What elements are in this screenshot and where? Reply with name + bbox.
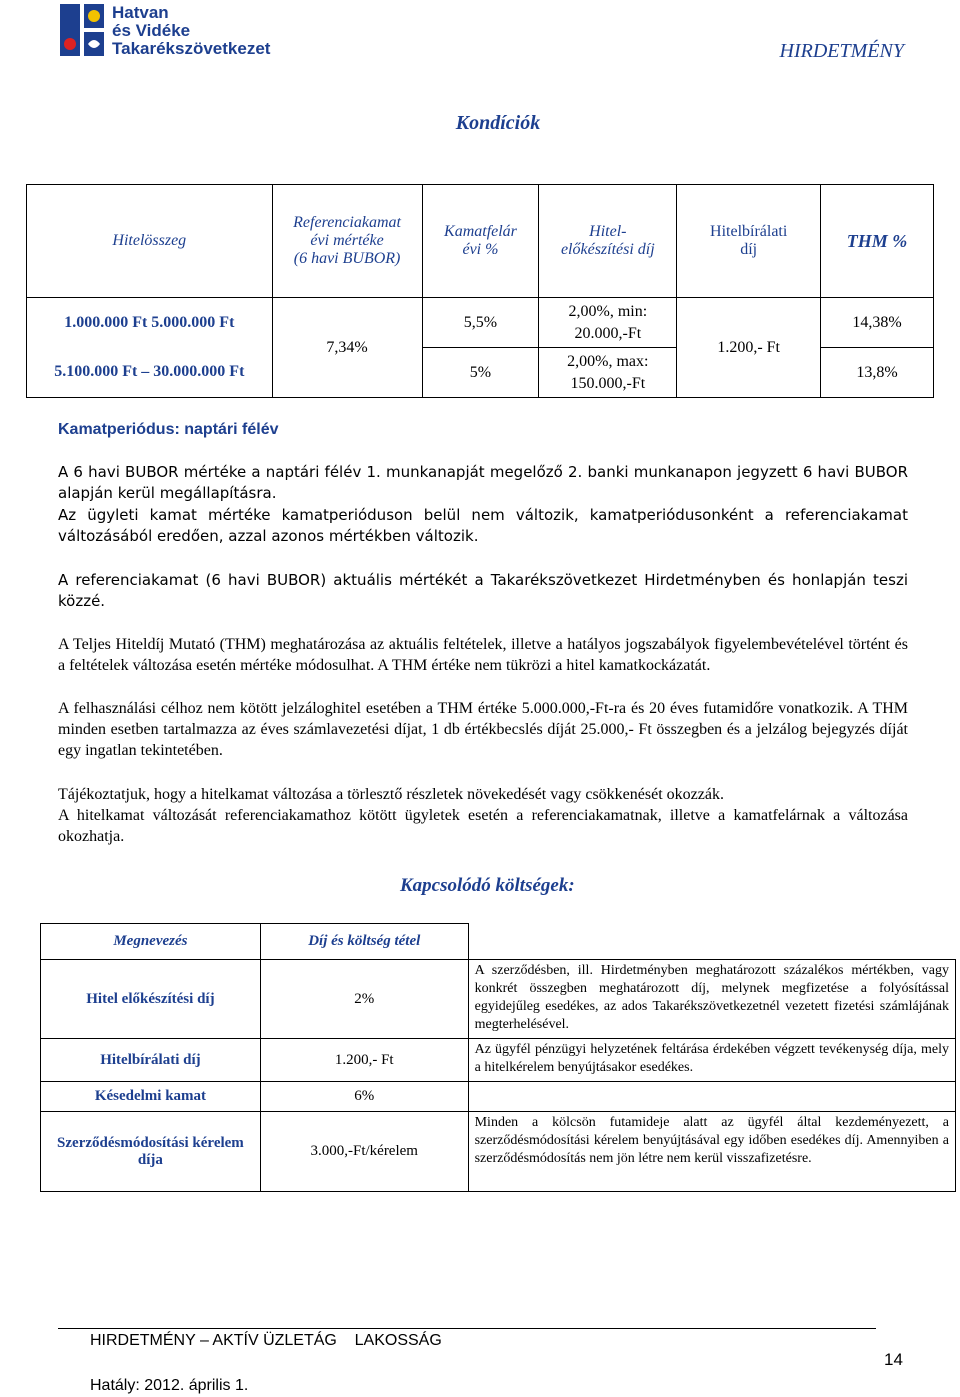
col-header-assessment-fee: Hitelbírálati díj: [677, 185, 821, 298]
cost-description: A szerződésben, ill. Hirdetményben meghatározott százalékos mértékben, vagy konkrét összegben meghatározott díj, melynek megfizetése a folyósítással egyidejűleg esedékes, az ados Takarékszövetkezetnél vezetett fizetési számlájának megterhelésével.: [468, 960, 955, 1039]
table-row: [41, 1039, 956, 1082]
spread-cell: 5,5%: [422, 298, 539, 348]
col-header-thm: THM %: [821, 185, 934, 298]
table-row: [41, 960, 956, 1039]
paragraph-info: Tájékoztatjuk, hogy a hitelkamat változása a törlesztő részletek növekedését vagy csökkenését okozzák.: [58, 786, 724, 803]
spread-cell: 5%: [422, 348, 539, 398]
cost-fee: 3.000,-Ft/kérelem: [260, 1112, 468, 1192]
cost-fee: 1.200,- Ft: [260, 1039, 468, 1082]
cost-description: Minden a kölcsön futamideje alatt az ügyfél által kezdeményezett, a szerződésmódosítási kérelem benyújtásával egy időben esedékes díj. Amennyiben a szerződésmódosítás nem jön létre nem kerül visszafizetésre.: [468, 1112, 955, 1192]
footer-title: HIRDETMÉNY – AKTÍV ÜZLETÁG LAKOSSÁG: [90, 1332, 442, 1349]
conditions-table: [26, 184, 934, 398]
prep-fee-cell: 2,00%, min: 20.000,-Ft: [539, 298, 677, 348]
thm-cell: 14,38%: [821, 298, 934, 348]
ref-rate-cell: 7,34%: [272, 298, 422, 398]
table-row: [27, 298, 934, 348]
logo-line: és Vidéke: [112, 21, 191, 40]
table-header-row: [41, 924, 956, 960]
section-title: Kondíciók: [455, 112, 541, 134]
paragraph-rate-change: A hitelkamat változását referenciakamathoz kötött ügyletek esetén a referenciakamatnak, illetve a kamatfelárnak a változása okozhatja.: [58, 807, 908, 845]
col-header-desc: [468, 924, 955, 960]
assessment-fee-cell: 1.200,- Ft: [677, 298, 821, 398]
prep-fee-cell: 2,00%, max: 150.000,-Ft: [539, 348, 677, 398]
page-number: 14: [884, 1350, 903, 1369]
cost-description: Az ügyfél pénzügyi helyzetének feltárása érdekében végzett tevékenység díja, mely a hitelkérelem benyújtásakor esedékes.: [468, 1039, 955, 1082]
thm-cell: 13,8%: [821, 348, 934, 398]
paragraph-thm-definition: A Teljes Hiteldíj Mutató (THM) meghatározása az aktuális feltételek, illetve a hatályos jogszabályok figyelembevételével történt és a feltételek változása esetén mértéke módosulhat. A THM értéke nem tükrözi a hitel kamatkockázatát.: [58, 636, 908, 674]
logo: [58, 2, 318, 62]
costs-title: Kapcsolódó költségek:: [400, 875, 575, 896]
col-header-spread: Kamatfelár évi %: [422, 185, 539, 298]
document-type: HIRDETMÉNY: [779, 40, 904, 62]
cost-name: Hitelbírálati díj: [41, 1039, 261, 1082]
footer-divider: [58, 1328, 876, 1329]
table-row: [41, 1112, 956, 1192]
logo-text: [112, 4, 270, 58]
cost-description: [468, 1082, 955, 1112]
paragraph-referencia: A referenciakamat (6 havi BUBOR) aktuális mértékét a Takarékszövetkezet Hirdetményben és honlapján teszi közzé.: [58, 571, 908, 610]
costs-table: [40, 923, 956, 1192]
col-header-fee: Díj és költség tétel: [260, 924, 468, 960]
col-header-name: Megnevezés: [41, 924, 261, 960]
cost-fee: 2%: [260, 960, 468, 1039]
cost-fee: 6%: [260, 1082, 468, 1112]
logo-line: Takarékszövetkezet: [112, 39, 271, 58]
cost-name: Késedelmi kamat: [41, 1082, 261, 1112]
amount-cell: 5.100.000 Ft – 30.000.000 Ft: [27, 348, 273, 398]
paragraph-thm-details: A felhasználási célhoz nem kötött jelzáloghitel esetében a THM értéke 5.000.000,-Ft-ra és 20 éves futamidőre vonatkozik. A THM minden esetben tartalmazza az éves számlavezetési díjat, 1 db értékbecslés díját 25.000,- Ft összegben és a jelzálog bejegyzés díját egy ingatlan tekintetében.: [58, 700, 908, 759]
table-header-row: [27, 185, 934, 298]
table-row: [41, 1082, 956, 1112]
interest-period: Kamatperiódus: naptári félév: [58, 421, 279, 438]
footer-effective-date: Hatály: 2012. április 1.: [90, 1377, 249, 1394]
paragraph-ugyleti: Az ügyleti kamat mértéke kamatperióduson belül nem változik, kamatperiódusonként a referenciakamat változásából eredően, azzal azonos mértékben változik.: [58, 506, 908, 545]
amount-cell: 1.000.000 Ft 5.000.000 Ft: [27, 298, 273, 348]
logo-mark-icon: [58, 2, 108, 60]
cost-name: Hitel előkészítési díj: [41, 960, 261, 1039]
logo-line: Hatvan: [112, 3, 169, 22]
cost-name: Szerződésmódosítási kérelem díja: [41, 1112, 261, 1192]
col-header-prep-fee: Hitel- előkészítési díj: [539, 185, 677, 298]
col-header-ref-rate: Referenciakamat évi mértéke (6 havi BUBOR): [272, 185, 422, 298]
col-header-amount: Hitelösszeg: [27, 185, 273, 298]
paragraph-bubor: A 6 havi BUBOR mértéke a naptári félév 1. munkanapját megelőző 2. banki munkanapon jegyzett 6 havi BUBOR alapján kerül megállapításra.: [58, 463, 908, 502]
